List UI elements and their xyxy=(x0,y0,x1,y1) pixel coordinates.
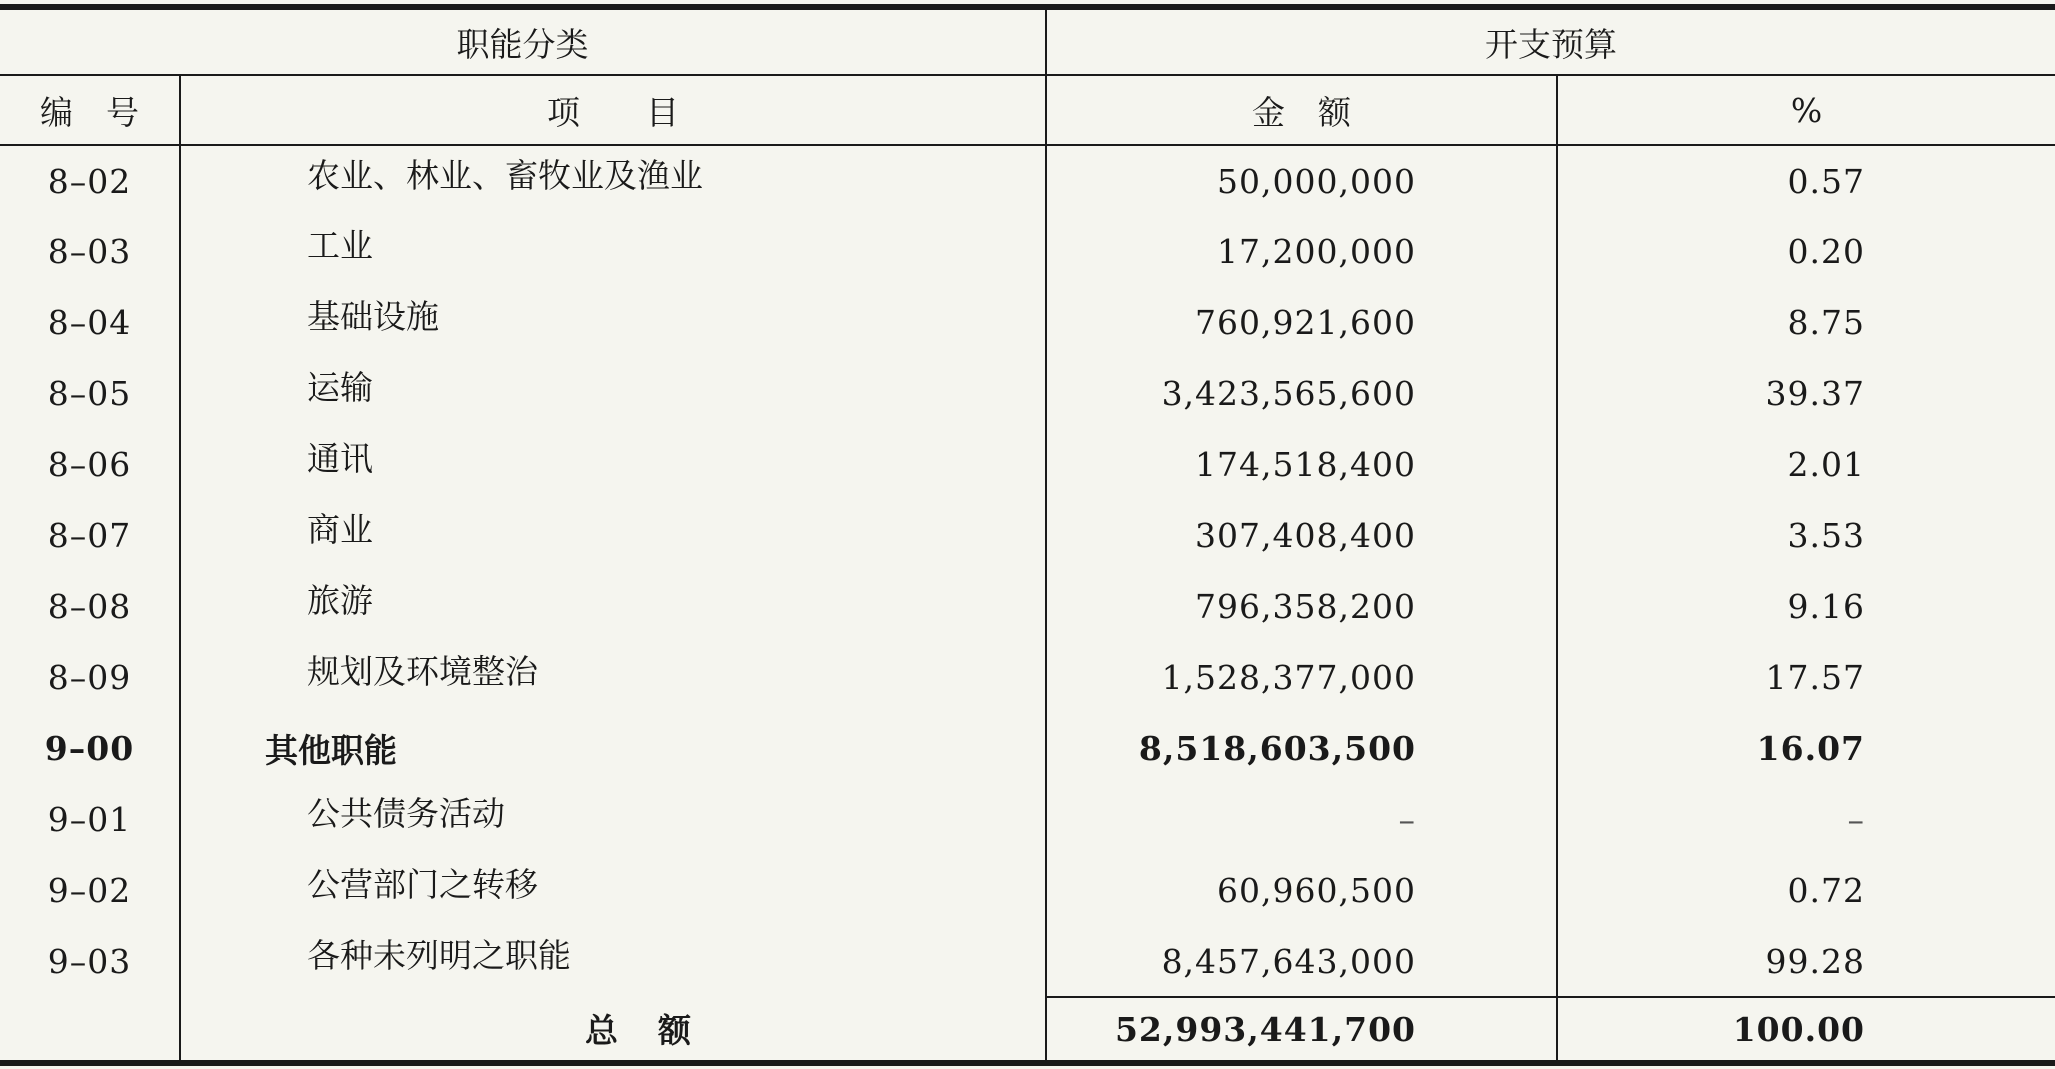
total-code-empty xyxy=(0,997,180,1063)
row-percent: 0.72 xyxy=(1557,855,2055,926)
row-amount: 50,000,000 xyxy=(1046,145,1557,216)
row-amount: 8,518,603,500 xyxy=(1046,713,1557,784)
row-percent: 8.75 xyxy=(1557,287,2055,358)
row-percent: 2.01 xyxy=(1557,429,2055,500)
row-item: 旅游 xyxy=(180,563,1046,634)
header-code: 编 号 xyxy=(0,75,180,145)
row-percent: 17.57 xyxy=(1557,642,2055,713)
row-amount: 307,408,400 xyxy=(1046,500,1557,571)
table-row xyxy=(0,571,2055,642)
header-percent: % xyxy=(1557,75,2055,145)
row-code: 8–09 xyxy=(47,658,132,697)
row-item: 基础设施 xyxy=(180,279,1046,350)
header-item: 项 目 xyxy=(180,75,1046,145)
row-item: 公营部门之转移 xyxy=(180,847,1046,918)
row-item: 运输 xyxy=(180,350,1046,421)
row-amount: – xyxy=(1046,784,1557,855)
header-amount: 金 额 xyxy=(1046,75,1557,145)
header-category: 职能分类 xyxy=(0,7,1046,75)
table-row xyxy=(0,642,2055,713)
table-row xyxy=(0,784,2055,855)
row-code: 9–00 xyxy=(44,729,135,768)
header-budget: 开支预算 xyxy=(1046,7,2055,75)
row-code: 8–04 xyxy=(47,303,132,342)
row-item: 工业 xyxy=(180,208,1046,279)
row-percent: 39.37 xyxy=(1557,358,2055,429)
table-row xyxy=(0,145,2055,216)
row-percent: 0.57 xyxy=(1557,145,2055,216)
row-code: 8–07 xyxy=(47,516,132,555)
row-percent: 0.20 xyxy=(1557,216,2055,287)
row-item: 各种未列明之职能 xyxy=(180,918,1046,989)
total-amount: 52,993,441,700 xyxy=(1046,997,1557,1063)
row-amount: 1,528,377,000 xyxy=(1046,642,1557,713)
table-row xyxy=(0,358,2055,429)
row-code: 8–08 xyxy=(47,587,132,626)
row-amount: 3,423,565,600 xyxy=(1046,358,1557,429)
row-item: 农业、林业、畜牧业及渔业 xyxy=(180,137,1046,208)
row-amount: 796,358,200 xyxy=(1046,571,1557,642)
row-item: 公共债务活动 xyxy=(180,776,1046,847)
row-code: 8–06 xyxy=(47,445,132,484)
table-row xyxy=(0,500,2055,571)
row-percent: 9.16 xyxy=(1557,571,2055,642)
row-percent: 16.07 xyxy=(1557,713,2055,784)
budget-table xyxy=(0,4,2055,1066)
row-amount: 17,200,000 xyxy=(1046,216,1557,287)
row-amount: 60,960,500 xyxy=(1046,855,1557,926)
row-code: 8–03 xyxy=(47,232,132,271)
row-amount: 760,921,600 xyxy=(1046,287,1557,358)
table-row xyxy=(0,216,2055,287)
total-row xyxy=(0,997,2055,1063)
row-item: 商业 xyxy=(180,492,1046,563)
table-row xyxy=(0,855,2055,926)
row-percent: – xyxy=(1557,784,2055,855)
table-row xyxy=(0,926,2055,997)
row-item: 通讯 xyxy=(180,421,1046,492)
table-row-group xyxy=(0,713,2055,784)
row-amount: 174,518,400 xyxy=(1046,429,1557,500)
row-code: 9–01 xyxy=(47,800,132,839)
row-code: 9–03 xyxy=(47,942,132,981)
table-row xyxy=(0,429,2055,500)
header-row-top xyxy=(0,7,2055,75)
header-row-sub xyxy=(0,75,2055,145)
row-code: 8–05 xyxy=(47,374,132,413)
row-amount: 8,457,643,000 xyxy=(1046,926,1557,997)
row-code: 9–02 xyxy=(47,871,132,910)
row-percent: 3.53 xyxy=(1557,500,2055,571)
row-item: 其他职能 xyxy=(180,713,1046,784)
total-percent: 100.00 xyxy=(1557,997,2055,1063)
total-label: 总额 xyxy=(180,997,1046,1063)
row-code: 8–02 xyxy=(47,161,132,201)
row-item: 规划及环境整治 xyxy=(180,634,1046,705)
row-percent: 99.28 xyxy=(1557,926,2055,997)
table-row xyxy=(0,287,2055,358)
